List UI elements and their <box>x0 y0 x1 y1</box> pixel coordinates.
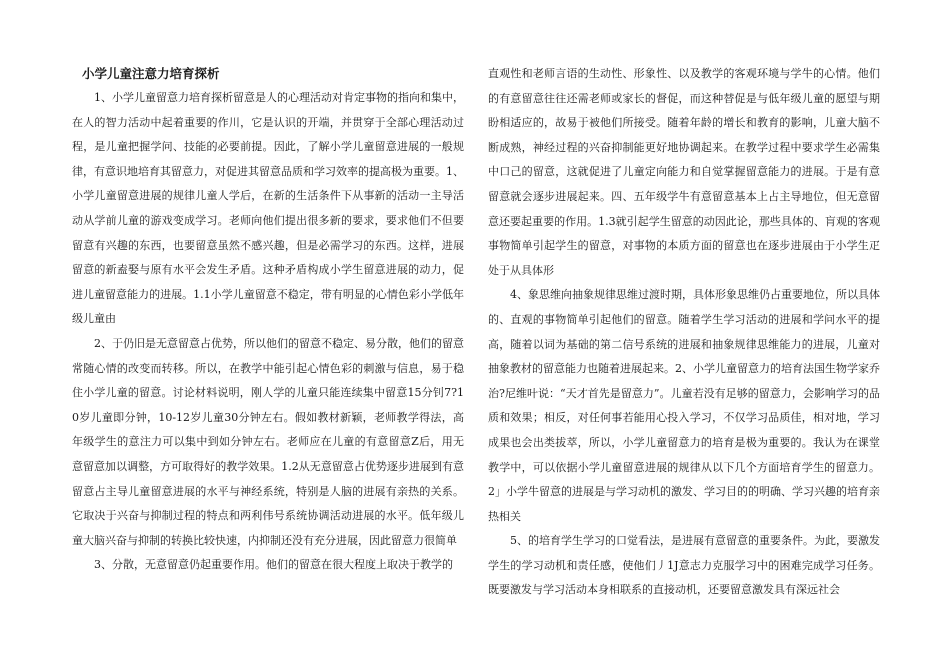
right-column <box>488 62 880 603</box>
left-column <box>72 62 464 578</box>
paragraph: 2、于仍旧是无意留意占优势，所以他们的留意不稳定、易分散，他们的留意常随心情的改变而转移。所以，在教学中能引起心情色彩的刺激与信息，易于稳住小学儿童的留意。讨论材料说明，刚人学的儿童只能连续集中留意15分钊7?10岁儿童即分钟，10-12岁儿童30分钟左右。假如教材新颖，老师教学得法，高年级学生的意注力可以集中到如分钟左右。老师应在儿童的有意留意Z后，用无意留意加以调整，方可取得好的教学效果。1.2从无意留意占优势逐步进展到有意留意占主导儿童留意进展的水平与神经系统，特别是人脑的进展有亲热的关系。它取决于兴奋与抑制过程的特点和两利伟号系统协调活动进展的水平。低年级儿童大脑兴奋与抑制的转换比较快速，内抑制还没有充分进展，因此留意力很简单 <box>72 336 464 547</box>
paragraph: 4、象思维向抽象规律思维过渡时期，具体形象思维仍占重要地位，所以具体的、直观的事物简单引起他们的留意。随着学生学习活动的进展和学问水平的提高，随着以词为基础的第二信号系统的进展和抽象规律思维能力的进展，儿童对抽象教材的留意能力也随着进展起来。2、小学儿童留意力的培育法国生物学家乔治?尼维叶说：“天才首先是留意力”。儿童若没有足够的留意力，会影响学习的品质和效果；相反，对任何事若能用心投入学习，不仅学习品质佳，相对地，学习成果也会出类拔萃，所以，小学儿童留意力的培育是极为重要的。我认为在课堂教学中，可以依据小学儿童留意进展的规律从以下几个方面培育学生的留意力。2」小学牛留意的进展是与学习动机的激发、学习目的的明确、学习兴趣的培育亲热相关 <box>488 288 880 523</box>
paragraph: 5、的培育学生学习的口觉看法，是进展有意留意的重要条件。为此，要激发学生的学习动机和责任感，使他们丿1J意志力克服学习中的困难完成学习任务。既要激发与学习活动本身相联系的直接动机，还要留意激发具有深远社会 <box>488 534 880 597</box>
paragraph: 1、小学儿童留意力培育探析留意是人的心理活动对肯定事物的指向和集中，在人的智力活动中起着重要的作川，它是认识的开端，并贯穿于全部心理活动过程，是儿童把握学问、技能的必要前提。因此，了解小学儿童留意进展的一般规律，有意识地培育其留意力，对促进其留意品质和学习效率的提高极为重要。1、小学儿童留意进展的规律儿童人学后，在新的生活条件下从事新的活动一主导活动从学前儿童的游戏变成学习。老师向他们提出很多新的要求，要求他们不但要留意有兴趣的东西，也要留意虽然不感兴趣，但是必需学习的东西。这样，进展留意的新盍娶与原有水平会发生矛盾。这种矛盾构成小学生留意进展的动力，促进儿童留意能力的进展。1.1小学儿童留意不稳定，带有明显的心情色彩小学低年级儿童由 <box>72 91 464 326</box>
paragraph: 3、分散，无意留意仍起重要作用。他们的留意在很大程度上取决于教学的 <box>94 558 453 572</box>
paragraph-continuation: 直观性和老师言语的生动性、形象性、以及教学的客观环境与学牛的心情。他们的有意留意往往还需老师或家长的督促，而这种替促是与低年级儿童的愿望与期盼相适应的，故易于被他们所接受。随着年龄的增长和教育的影响，儿童大脑不断成熟，神经过程的兴奋抑制能更好地协调起来。在教学过程中要求学生必需集中口己的留意，这就促进了儿童定向能力和自觉掌握留意能力的进展。于是有意留意就会逐步进展起来。四、五年级学牛有意留意基本上占主导地位，但无意留意还要起重要的作用。1.3就引起学生留意的动因此论，那些具体的、肓观的客观事物简单引起学生的留意，对事物的本质方面的留意也在逐步进展由于小学生疋处于从具体形 <box>488 67 880 277</box>
document-title: 小学儿童注意力培育探析 <box>82 66 220 81</box>
